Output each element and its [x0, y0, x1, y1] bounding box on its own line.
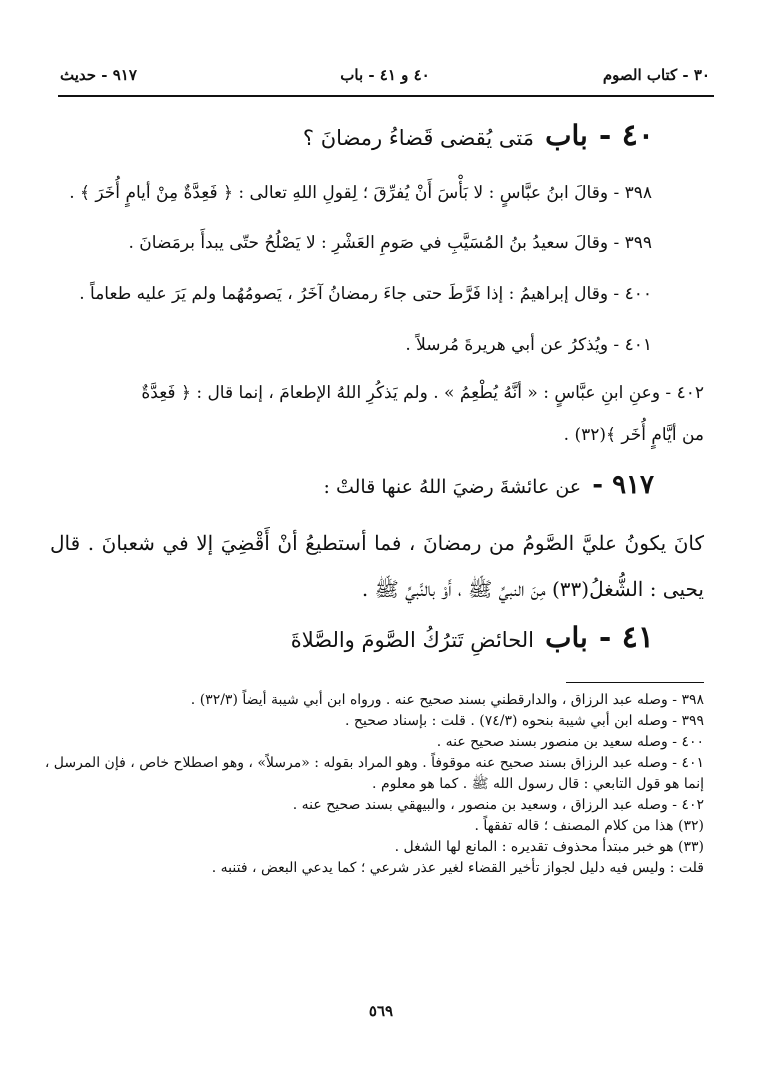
athar-398: ٣٩٨ - وقالَ ابنُ عبَّاسٍ : لا بَأْسَ أَنْ يُفرِّقَ ؛ لِقولِ اللهِ تعالى : ﴿ فَعِدَّةٌ مِنْ أيامٍ أُخَرَ ﴾ . [69, 183, 652, 203]
athar-399: ٣٩٩ - وقالَ سعيدُ بنُ المُسَيَّبِ في صَومِ العَشْرِ : لا يَصْلُحُ حتّى يبدأَ برمَضانَ . [128, 233, 652, 253]
athar-401: ٤٠١ - ويُذكرُ عن أبي هريرةَ مُرسلاً . [405, 335, 652, 355]
footnote-398: ٣٩٨ - وصله عبد الرزاق ، والدارقطني بسند صحيح عنه . ورواه ابن أبي شيبة أيضاً (٣٢/٣) . [190, 692, 704, 708]
chapter-40-number: ٤٠ - [598, 118, 654, 153]
chapter-40-title: مَتى يُقضى قَضاءُ رمضانَ ؟ [302, 126, 534, 150]
footnote-399: ٣٩٩ - وصله ابن أبي شيبة بنحوه (٧٤/٣) . قلت : بإسناد صحيح . [345, 713, 704, 729]
page-number: ٥٦٩ [368, 1002, 394, 1020]
hadith-917-heading [324, 470, 654, 500]
chapter-40-heading [303, 118, 654, 153]
hadith-917-text: كانَ يكونُ عليَّ الصَّومُ من رمضانَ ، فما أستطيعُ أنْ أَقْضِيَ إلا في شعبانَ . قال يحيى : الشُّغلُ(٣٣) مِنَ النبيِّ ﷺ ، أَوْ بالنَّبيِّ ﷺ . [50, 531, 704, 601]
footnote-400: ٤٠٠ - وصله سعيد بن منصور بسند صحيح عنه . [436, 734, 704, 750]
athar-402-line1: ٤٠٢ - وعنِ ابنِ عبَّاسٍ : « أنَّهُ يُطْعِمُ » . ولم يَذكُرِ اللهُ الإطعامَ ، إنما قال : ﴿ فَعِدَّةٌ [141, 383, 704, 403]
chapter-41-heading [291, 620, 654, 655]
header-hadith-number: ٩١٧ - حديث [60, 66, 137, 84]
hadith-917-number: ٩١٧ - [592, 470, 654, 500]
footnote-401: ٤٠١ - وصله عبد الرزاق بسند صحيح عنه موقوفاً . وهو المراد بقوله : «مرسلاً» ، وهو اصطلاح خاص ، فإن المرسل ، إنما هو قول التابعي : قال رسول الله ﷺ . كما هو معلوم . [44, 755, 704, 792]
chapter-41-title: الحائضِ تَترُكُ الصَّومَ والصَّلاةَ [290, 628, 534, 652]
chapter-41-number: ٤١ - [598, 620, 654, 655]
footnote-divider [566, 682, 704, 683]
header-divider [58, 95, 714, 97]
footnotes [40, 690, 704, 879]
athar-402-line2: من أيَّامٍ أُخَر ﴾(٣٢) . [563, 425, 704, 445]
chapter-41-bab: باب [545, 621, 588, 654]
footnote-32: (٣٢) هذا من كلام المصنف ؛ قاله تفقهاً . [474, 818, 704, 834]
running-header [60, 66, 710, 88]
hadith-917-intro: عن عائشةَ رضيَ اللهُ عنها قالتْ : [323, 476, 582, 498]
athar-400: ٤٠٠ - وقال إبراهيمُ : إذا فَرَّطَ حتى جاءَ رمضانُ آخَرُ ، يَصومُهُما ولم يَرَ عليه طعاماً . [79, 284, 652, 304]
footnote-33: (٣٣) هو خبر مبتدأ محذوف تقديره : المانع لها الشغل . [394, 839, 704, 855]
header-book-chapter: ٣٠ - كتاب الصوم [602, 66, 710, 84]
footnote-402: ٤٠٢ - وصله عبد الرزاق ، وسعيد بن منصور ، والبيهقي بسند صحيح عنه . [292, 797, 704, 813]
chapter-40-bab: باب [545, 119, 588, 152]
footnote-note: قلت : وليس فيه دليل لجواز تأخير القضاء لغير عذر شرعي ؛ كما يدعي البعض ، فتنبه . [211, 860, 704, 876]
header-chapters: ٤٠ و ٤١ - باب [340, 66, 430, 84]
